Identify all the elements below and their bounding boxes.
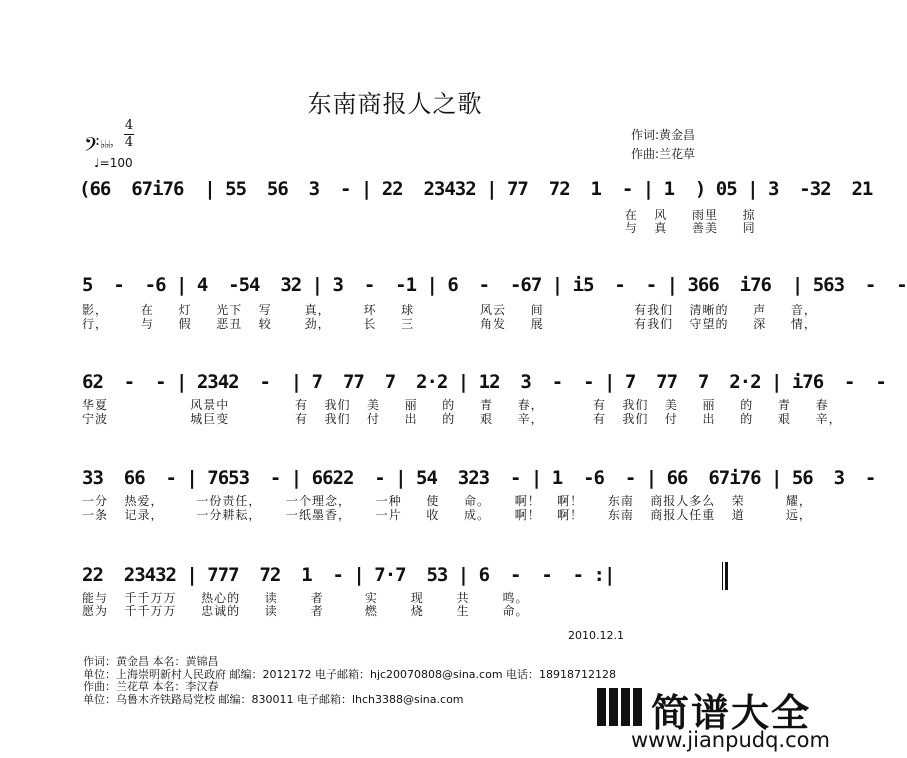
key-signature: ♭♭♭ <box>100 138 113 151</box>
lyrics-row-3-verse-2: 宁波 城巨变 有 我们 付 出 的 艰 辛， 有 我们 付 出 的 艰 辛， <box>82 412 842 426</box>
lyrics-row-4-verse-1: 一分 热爱， 一份责任， 一个理念， 一种 使 命。 啊！ 啊！ 东南 商报人多么 荣 耀， <box>82 494 812 508</box>
time-signature-top: 4 <box>124 118 134 133</box>
final-barline-thick <box>725 562 728 590</box>
lyricist-credit: 作词:黄金昌 <box>631 128 696 142</box>
composer-credit: 作曲:兰花草 <box>631 147 696 161</box>
final-barline-thin <box>722 562 723 590</box>
lyrics-row-3-verse-1: 华夏 风景中 有 我们 美 丽 的 青 春， 有 我们 美 丽 的 青 春 <box>82 398 829 412</box>
footer-line-3: 作曲：兰花草 本名：李汉春 <box>83 680 219 693</box>
contact-footer <box>83 656 616 706</box>
footer-line-2: 单位：上海崇明新村人民政府 邮编：2012172 电子邮箱：hjc20070808@sina.com 电话：18918712128 <box>83 667 617 681</box>
logo-text: 简谱大全 <box>651 691 812 735</box>
composition-date: 2010.12.1 <box>568 629 624 642</box>
time-signature <box>124 118 134 151</box>
time-signature-bottom: 4 <box>124 135 134 150</box>
piano-keys-icon <box>597 688 647 726</box>
lyrics-row-2-verse-1: 影， 在 灯 光下 写 真， 环 球 风云 间 有我们 清晰的 声 音， <box>82 303 817 317</box>
lyrics-row-4-verse-2: 一条 记录， 一分耕耘， 一纸墨香， 一片 收 成。 啊！ 啊！ 东南 商报人任重 道 远， <box>82 508 812 522</box>
footer-line-4: 单位：乌鲁木齐铁路局党校 邮编：830011 电子邮箱：lhch3388@sina.com <box>83 692 464 706</box>
site-logo[interactable] <box>597 680 830 755</box>
tempo-marking: ♩=100 <box>94 156 133 170</box>
lyrics-row-5-verse-2: 愿为 千千万万 忠诚的 读 者 燃 烧 生 命。 <box>82 604 529 618</box>
lyrics-row-1-verse-1: 在 风 雨里 掠 <box>82 208 756 222</box>
lyrics-row-1-verse-2: 与 真 善美 同 <box>82 221 756 235</box>
lyrics-row-2-verse-2: 行， 与 假 恶丑 较 劲， 长 三 角发 展 有我们 守望的 深 情， <box>82 317 817 331</box>
logo-url[interactable]: www.jianpudq.com <box>631 728 830 752</box>
notation-row-3: 62 - - | 2342 - | 7 77 7 2·2 | 12 3 - - | 7 77 7 2·2 | i76 - - <box>82 371 886 393</box>
song-title: 东南商报人之歌 <box>307 90 483 118</box>
song-credits <box>631 126 695 164</box>
notation-row-5: 22 23432 | 777 72 1 - | 7·7 53 | 6 - - - :| <box>82 564 615 586</box>
notation-row-4: 33 66 - | 7653 - | 6622 - | 54 323 - | 1 -6 - | 66 67i76 | 56 3 - <box>82 467 876 489</box>
bass-clef-icon: 𝄢 <box>84 133 100 161</box>
lyrics-row-5-verse-1: 能与 千千万万 热心的 读 者 实 现 共 鸣。 <box>82 591 529 605</box>
notation-row-2: 5 - -6 | 4 -54 32 | 3 - -1 | 6 - -67 | i5 - - | 366 i76 | 563 - - <box>82 274 907 296</box>
footer-line-1: 作词：黄金昌 本名：黄锦昌 <box>83 655 219 668</box>
notation-row-1: (66 67i76 | 55 56 3 - | 22 23432 | 77 72 1 - | 1 ) 05 | 3 -32 21 <box>79 178 873 200</box>
